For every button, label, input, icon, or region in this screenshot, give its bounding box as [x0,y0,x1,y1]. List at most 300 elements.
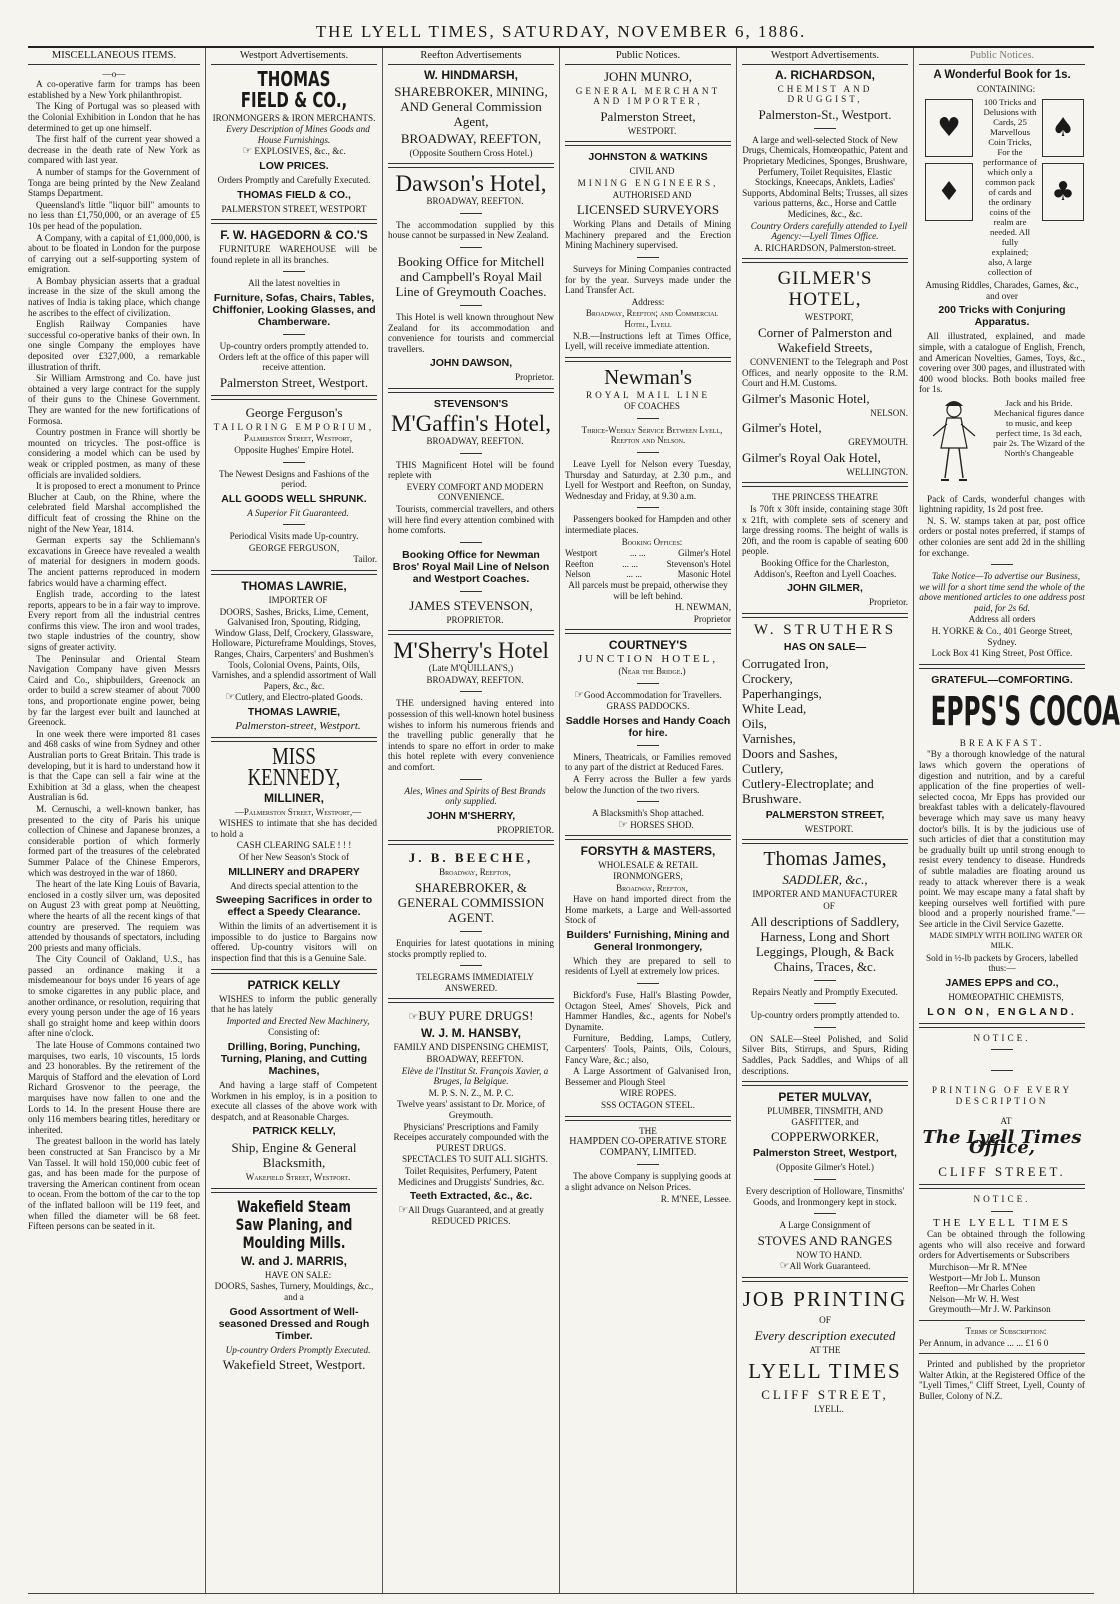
ad-text: IRONMONGERS & IRON MERCHANTS. [212,112,376,123]
agents-list [919,1262,1085,1315]
ad-text: Address all orders [968,614,1036,625]
ad-title: W. HINDMARSH, [424,67,518,82]
leader-dots: ... ... [622,558,638,569]
ad-text: PATRICK KELLY, [252,1125,336,1138]
ad-text: Leave Lyell for Nelson every Tuesday, Thursday and Saturday, at 2.30 p.m., and Lyell for Westport and Reefton, on Sunday, Wednesday and Friday, at 9.30 a.m. [565,459,731,501]
ad-text: W. J. M. HANSBY, [420,1026,521,1041]
ad-text: FAMILY AND DISPENSING CHEMIST, [393,1042,549,1053]
ad-title: Thomas James, [763,848,887,871]
divider [919,664,1085,669]
ad-text: Is 70ft x 30ft inside, containing stage 30ft x 21ft, with complete sets of scenery and large dressing rooms. The height of walls is 20ft, and the room is capable of seating 600 people. [742,504,908,557]
ad-text: GRASS PADDOCKS. [606,701,690,712]
ad-title: Newman's [604,364,692,389]
divider [919,1023,1085,1028]
divider [460,305,482,306]
ad-text: IMPORTER OF [268,595,328,606]
ad-title: PETER MULVAY, [778,1090,872,1105]
ad-title: George Ferguson's [245,404,343,420]
ad-text: Pack of Cards, wonderful changes with lightning rapidity, 1s 2d post free. [919,493,1085,515]
divider [460,591,482,592]
ad-text: AT THE [809,1344,841,1355]
news-item: M. Cernuschi, a well-known banker, has presented to the city of Paris his unique collection of Chinese and Japanese bronzes, a considerable portion of which formerly formed part of the treasures of the celebrated Summer Palace of the Chinese Emperors, which was destroyed in the war of 1860. [28,803,200,878]
news-item: Queensland's little "liquor bill" amounts to no less than £1,750,000, or an average of £5 10s per head of the population. [28,199,200,231]
ad-text: R. M'NEE, Lessee. [660,1193,731,1204]
ad-text: Tourists, commercial travellers, and others will here find every attention combined with home comforts. [388,503,554,536]
ad-text: Every description of Holloware, Tinsmiths' Goods, and Ironmongery kept in stock. [745,1185,905,1207]
ad-text: Broadway, Reefton, [616,882,688,893]
ad-text: All parcels must be prepaid, otherwise they will be left behind. [568,580,728,601]
ad-text: LYELL TIMES [748,1359,902,1384]
ad-text: Passengers booked for Hampden and other intermediate places. [565,514,731,536]
ad-text: CHEMIST AND DRUGGIST, [777,83,873,105]
divider [637,452,659,453]
ad-text: LICENSED SURVEYORS [576,202,720,218]
dancing-figure-icon [919,398,989,488]
ad-text: LOW PRICES. [259,159,329,172]
ad-text: The Lyell Times Office, [922,1126,1082,1159]
ad-text: Consisting of: [268,1027,320,1038]
news-item: A number of stamps for the Government of Tonga are being printed by the New Zealand Stamps Department. [28,166,200,199]
ad-text: STEVENSON'S [433,397,509,410]
divider [283,524,305,525]
sale-item: Cutlery-Electroplate; and Brushware. [742,775,874,806]
ad-text: Booking Office for Mitchell and Campbell's Royal Mail Line of Greymouth Coaches. [395,253,547,299]
ad-title: JOHNSTON & WATKINS [588,151,708,164]
divider [460,965,482,966]
ad-text: Amusing Riddles, Charades, Games, &c., and over [925,280,1079,301]
ad-text: HOMŒOPATHIC CHEMISTS, [948,991,1064,1002]
ad-text: Tailor. [353,554,377,565]
ad-text: WIRE ROPES. [619,1088,677,1099]
ad-text: Proprietor. [514,372,554,383]
ad-title: JOB PRINTING [742,1286,908,1311]
ad-text: THIS Magnificent Hotel will be found replete with [388,459,554,481]
office-town: Reefton [565,558,594,569]
sale-item: Oils, [742,715,767,731]
ad-text: Take Notice—To advertise our Business, we will for a short time send the whole of the above mentioned articles to one address post paid, for 2s 6d. [919,571,1085,613]
news-item: English Railway Companies have successful co-operative banks of their own. In one single Company the employes have deposited over £327,000, a remarkable illustration of thrift. [28,319,200,372]
column-heading: Reefton Advertisements [388,51,554,65]
news-item: It is proposed to erect a monument to Prince Blucher at Caub, on the Rhine, where the celebrated field Marshal accomplished the difficult feat of crossing the Rhine on the night of the New Year, 1814. [28,481,200,534]
ad-text: (Near the Bridge.) [618,665,686,676]
divider [919,1320,1085,1321]
divider [637,418,659,419]
ad-title: PATRICK KELLY [247,977,341,992]
ad-text: Saddle Horses and Handy Coach for hire. [565,714,731,739]
ad-text: A large and well-selected Stock of New Drugs, Chemicals, Homœopathic, Patent and Proprietary Medicines, Sponges, Brushware, Perfumery, Toilet Requisites, Elastic Stockings, Kneecaps, Anklets, Ladies' Supports, Abdominal Belts; Trusses, all sizes various patterns, &c., Horse and Cattle Medicines, &c., &c. [742,134,908,219]
pointing-hand-icon: ☞ [398,1203,409,1217]
sale-item: Cutlery, [742,760,784,776]
ad-text: Gilmer's Hotel, [742,420,822,436]
ad-text: Within the limits of an advertisement it is impossible to do justice to Bargains now offered. Up-country visitors will on inspection find that this is a Genuine Sale. [211,921,377,963]
divider [211,395,377,400]
column-westport-ads [205,48,382,1593]
ad-text: Furniture, Sofas, Chairs, Tables, Chiffonier, Looking Glasses, and Chamberware. [212,291,376,328]
ad-text: MILLINER, [264,790,324,805]
ad-text: GEORGE FERGUSON, [248,542,340,553]
ad-text: Palmerston-St., Westport. [758,106,892,122]
ad-text: Bickford's Fuse, Hall's Blasting Powder, Octagon Steel, Ames' Shovels, Pick and Hammer Handles, &c., agents for Nobel's Dynamite. [565,990,731,1032]
ad-text: GENERAL MERCHANT AND IMPORTER, [575,85,721,107]
ad-text: Gilmer's Masonic Hotel, [742,390,870,406]
ad-text: WESTPORT, [804,312,854,323]
ad-text: NOW TO HAND. [796,1249,862,1260]
news-item: The City Council of Oakland, U.S., has passed an ordinance making it a misdemeanour for boys under 16 years of age to smoke cigarettes in any public place, and another ordinance, or resolution, requiring that every young person under the age of 16 years shall go straight home and keep within doors after nine o'clock. [28,954,200,1039]
booking-offices [565,548,731,580]
ad-text: Up-country Orders Promptly Executed. [225,1344,371,1355]
ad-title: THOMAS LAWRIE, [241,579,347,594]
divider [814,980,836,981]
ad-text: Proprietor [693,613,731,624]
ad-text: Physicians' Prescriptions and Family Receipes accurately compounded with the PUREST DRUGS. [393,1121,549,1153]
column-heading: Westport Advertisements. [211,51,377,65]
divider [637,507,659,508]
ad-title: F. W. HAGEDORN & CO.'S [220,228,368,243]
ad-text: W. and J. MARRIS, [240,1253,347,1268]
ad-title: GILMER'S HOTEL, [777,268,873,311]
divider [814,1027,836,1028]
news-item: A Company, with a capital of £1,000,000, is about to be floated in London for the purpose of carrying out a self-supporting system of emigration. [28,232,200,275]
ad-title: JOHN MUNRO, [603,68,693,84]
ad-text: THE undersigned having entered into possession of this well-known hotel business wishes to inform his numerous friends and the travelling public generally that he intends to spare no effort in order to make this hotel replete with every convenience and comfort. [388,698,554,773]
ad-title: THOMAS FIELD & CO., [240,66,348,112]
pointing-hand-icon: ☞ [225,690,236,704]
divider [814,128,836,129]
divider [211,219,377,224]
divider [388,388,554,393]
ad-text: Jack and his Bride. Mechanical figures dance to music, and keep perfect time, 1s 3d each, pair 2s. The Wizard of the North's Changeable [993,397,1085,458]
divider [565,1116,731,1121]
ad-text: Country Orders carefully attended to Lyell Agency:—Lyell Times Office. [750,220,908,242]
ad-text: Ship, Engine & General Blacksmith, [231,1140,357,1171]
news-item: The late House of Commons contained two marquises, two earls, 10 viscounts, 15 lords and 23 honorables. By the retirement of the Marquis of Stafford and the elevation of Lord Richard Grosvenor to the peerage, the marquises have now fallen to one and the Lords to 14. In the present House there are only 116 members bearing titles, hereditary or inherited. [28,1040,200,1135]
agent-entry: Greymouth—Mr J. W. Parkinson [929,1304,1051,1315]
ad-text: Of her New Season's Stock of [238,851,350,862]
divider [637,801,659,802]
ad-text: The accommodation supplied by this house cannot be surpassed in New Zealand. [388,219,554,241]
ad-text: OF [819,1314,831,1325]
ad-title: BUY PURE DRUGS! [418,1008,534,1024]
ad-text: Palmerston-street, Westport. [235,720,361,732]
divider [637,983,659,984]
ad-text: HAS ON SALE— [783,640,867,653]
ad-text: Wakefield Street, Westport. [222,1357,366,1373]
ad-text: PROPRIETOR. [446,614,504,625]
divider [814,1179,836,1180]
ad-text: TELEGRAMS IMMEDIATELY ANSWERED. [416,972,534,993]
divider [211,737,377,742]
ad-title: M'Gaffin's Hotel, [391,410,551,436]
ad-text: Corner of Palmerston and Wakefield Streets, [758,324,892,355]
ad-text: WISHES to intimate that she has decided to hold a [211,818,377,839]
sale-item: Paperhangings, [742,685,822,701]
divider [991,1211,1013,1212]
ad-text: Toilet Requisites, Perfumery, Patent Medicines and Druggists' Sundries, &c. [397,1165,545,1187]
divider [742,839,908,844]
divider [565,629,731,634]
ad-text: PALMERSTON STREET, [765,808,885,821]
ad-text: OF [823,901,835,911]
divider [742,1277,908,1282]
ad-text: BROADWAY, REEFTON. [426,674,524,685]
ad-text: Twelve years' assistant to Dr. Morice, of Greymouth. [397,1099,545,1120]
ornament: —o— [102,68,126,79]
divider [388,998,554,1003]
sale-item: Varnishes, [742,730,796,746]
ad-text: JUNCTION HOTEL, [577,653,719,666]
ad-title: A Wonderful Book for 1s. [933,68,1071,81]
ad-text: Surveys for Mining Companies contracted for by the year. Surveys made under the Land Transfer Act. [565,263,731,296]
office-hotel: Gilmer's Hotel [678,548,731,559]
ad-text: CONTAINING: [976,83,1036,94]
ad-text: IMPORTER AND MANUFACTURER [752,889,898,900]
ad-text: "By a thorough knowledge of the natural laws which govern the operations of digestion and nutrition, and by a careful application of the fine properties of well-selected cocoa, Mr Epps has provided our breakfast tables with a delicately-flavoured beverage which may save us many heavy doctor's bills. It is by the judicious use of such articles of diet that a constitution may be gradually built up until strong enough to resist every tendency to disease. Hundreds of subtle maladies are floating around us ready to attack wherever there is a weak point. We may escape many a fatal shaft by keeping ourselves well fortified with pure blood and a properly nourished frame."—See article in the Civil Service Gazette. [919,749,1085,929]
ad-text: GREYMOUTH. [848,437,908,448]
ad-text: NOTICE. [973,1194,1031,1205]
divider [637,683,659,684]
office-hotel: Masonic Hotel [677,569,731,580]
ad-text: Booking Office for Newman Bros' Royal Mail Line of Nelson and Westport Coaches. [392,548,550,585]
ad-text: AUTHORISED AND [612,189,692,200]
ad-text: SHAREBROKER, MINING, AND General Commission Agent, [394,83,548,129]
ad-text: All descriptions of Saddlery, Harness, Long and Short Leggings, Plough, & Back Chains, Traces, &c. [750,913,900,974]
news-item: In one week there were imported 81 cases and 468 casks of wine from Sydney and other Australian ports to Great Britain. This trade is developing, but it is hard to understand how it is that the Cape can sell a fair wine at the Exhibition at 3d a glass, when the cheapest Australian is 6d. [28,728,200,803]
ad-text: Repairs Neatly and Promptly Executed. [752,986,898,997]
ad-title: EPPS'S COCOA [930,688,1120,735]
ad-text: 100 Tricks and Delusions with Cards, 25 Marvellous Coin Tricks, For the performance of which only a common pack of cards and the ordinary coins of the realm are needed. All fully explained; also, A large collection of [983,97,1037,278]
divider [565,357,731,362]
column-public-notices [559,48,736,1593]
ad-text: HAVE ON SALE: [264,1269,332,1280]
pointing-hand-icon: ☞ [408,1010,419,1024]
ad-text: A Large Assortment of Galvanised Iron, Bessemer and Plough Steel [565,1066,731,1087]
column-heading: Public Notices. [565,51,731,65]
ad-text: NOTICE. [973,1032,1031,1043]
ad-title: M'Sherry's Hotel [393,638,549,664]
ad-text: BROADWAY, REEFTON. [426,435,524,446]
divider [565,835,731,840]
ad-text: NELSON. [870,407,908,418]
ad-text: Palmerston Street, [600,108,696,124]
ad-title: Wakefield Steam Saw Planing, and Moulding Mills. [235,1196,353,1252]
sale-item: Corrugated Iron, [742,655,829,671]
column-westport-ads-2 [736,48,913,1593]
ad-title: J. B. BEECHE, [408,850,534,866]
ad-text: Periodical Visits made Up-country. [229,531,359,542]
column-heading: Public Notices. [919,51,1085,65]
ad-text: N.B.—Instructions left at Times Office, Lyell, will receive immediate attention. [565,330,731,352]
news-item: English trade, according to the latest reports, appears to be in a fair way to improve. Every report from all the industrial centres confirms this view. The iron and wool trades, two staple industries of the country, show signs of greater activity. [28,589,200,653]
diamond-card-icon: ♦ [925,163,973,221]
masthead: THE LYELL TIMES, SATURDAY, NOVEMBER 6, 1886. [28,18,1094,48]
ad-text: MINING ENGINEERS, [577,177,719,188]
ad-text: (Opposite Gilmer's Hotel.) [776,1162,874,1173]
ad-text: Can be obtained through the following agents who will also receive and forward orders for Advertisements or Subscribers [919,1229,1085,1261]
ad-text: BROADWAY, REEFTON, [400,130,542,146]
ad-text: PROPRIETOR. [496,824,554,835]
ad-text: Printed and published by the proprietor Walter Atkin, at the Registered Office of the "Lyell Times," Cliff Street, Lyell, County of Buller, Colony of N.Z. [919,1359,1085,1401]
ad-text: DOORS, Sashes, Bricks, Lime, Cement, Galvanised Iron, Spouting, Ridging, Window Glass, Delf, Crockery, Glassware, Holloware, Pictureframe Mouldings, Stoves, Ranges, Chairs, Carpenters' and Bushmen's Tools, Colonial Ovens, Paints, Oils, Varnishes, and a splendid assortment of Wall Papers, &c., &c. [211,606,377,691]
ad-text: This Hotel is well known throughout New Zealand for its accommodation and convenience for tourists and commercial travellers. [388,311,554,354]
ad-text: Booking Office for the Charleston, Addison's, Reefton and Lyell Coaches. [753,558,897,579]
ad-text: DOORS, Sashes, Turnery, Mouldings, &c., and a [214,1281,374,1303]
divider [460,779,482,780]
spade-card-icon: ♠ [1042,99,1084,157]
ad-text: Teeth Extracted, &c., &c. [409,1190,533,1203]
ad-text: And directs special attention to the [230,880,358,891]
divider [814,1003,836,1004]
ad-text: (Late M'QUILLAN'S,) [428,663,514,674]
divider [460,931,482,932]
ad-text: PRINTING OF EVERY DESCRIPTION [931,1085,1073,1106]
ad-text: Furniture, Bedding, Lamps, Cutlery, Carpenters' Tools, Paints, Oils, Colours, Fancy Ware, &c.; also, [565,1033,731,1065]
columns [28,48,1120,1594]
divider [919,1353,1085,1354]
ad-text: Enquiries for latest quotations in mining stocks promptly replied to. [388,938,554,959]
ad-text: Sweeping Sacrifices in order to effect a Speedy Clearance. [215,894,373,919]
struthers-items [742,656,908,806]
news-item: The King of Portugal was so pleased with the Colonial Exhibition in London that he has determined to get up one himself. [28,101,200,133]
ad-text: WHOLESALE & RETAIL IRONMONGERS, [598,860,698,881]
news-item: Country postmen in France will shortly be mounted on tricycles. The post-office is considering a model which can be used by weak or crippled postmen, as many of these officials are invalided soldiers. [28,427,200,480]
pointing-hand-icon: ☞ [574,687,585,701]
ad-text: AT [1000,1116,1012,1127]
ad-text: Wakefield Street, Westport. [245,1172,351,1183]
ad-text: Address: [631,296,665,307]
column-heading: MISCELLANEOUS ITEMS. [28,51,200,65]
ad-text: SHAREBROKER, & GENERAL COMMISSION AGENT. [397,880,545,925]
ad-text: Builders' Furnishing, Mining and General Ironmongery, [566,928,730,953]
ad-text: Gilmer's Royal Oak Hotel, [742,449,881,465]
ad-text: All illustrated, explained, and made simple, with a catalogue of English, French, and American Novelties, Games, Toys, &c., covering over 300 pages, and illustrated with 400 wood blocks. Both books mailed free for 1s. [919,331,1085,395]
ad-text: EVERY COMFORT AND MODERN CONVENIENCE. [406,481,544,503]
ad-title: COURTNEY'S [608,638,688,653]
column-heading: Westport Advertisements. [742,51,908,65]
ad-text: CLIFF STREET, [761,1387,889,1403]
ad-text: Palmerston Street, Westport, [753,1147,897,1160]
ad-text: PLUMBER, TINSMITH, AND GASFITTER, and [767,1106,883,1127]
ad-title: THE PRINCESS THEATRE [771,492,878,503]
ad-text: H. NEWMAN, [675,602,731,613]
misc-items [28,79,200,1232]
ad-text: Good Accommodation for Travellers. [584,689,722,700]
ad-text: Lock Box 41 King Street, Post Office. [931,648,1073,659]
ad-text: Palmerston Street, Westport. [219,374,369,390]
ad-text: Up-country orders promptly attended to. Orders left at the office of this paper will receive attention. [218,340,370,373]
news-item: A co-operative farm for tramps has been established by a New York philanthropist. [28,79,200,100]
news-item: The Peninsular and Oriental Steam Navigation Company have given Messrs Caird and Co., shipbuilders, Greenock an order to build a screw steamer of about 7000 tons, and proportionate engine power, being by far the largest ever built and launched at Greenock. [28,653,200,728]
ad-text: WELLINGTON. [846,466,908,477]
ad-text: Good Assortment of Well-seasoned Dressed and Rough Timber. [218,1305,370,1342]
ad-text: Ales, Wines and Spirits of Best Brands only supplied. [404,785,546,807]
ad-text: LYELL. [814,1404,844,1415]
ad-text: ROYAL MAIL LINE [586,389,710,400]
divider [283,271,305,272]
ad-text: EXPLOSIVES, &c., &c. [254,146,346,157]
ad-text: TAILORING EMPORIUM, [213,421,375,432]
ad-text: BROADWAY, REEFTON. [426,196,524,207]
divider [742,258,908,263]
ad-text: All Drugs Guaranteed, and at greatly REDUCED PRICES. [408,1205,544,1226]
ad-text: A Superior Fit Guaranteed. [247,507,349,518]
ad-text: All Work Guaranteed. [789,1261,871,1272]
booking-office-row [565,548,731,559]
divider [283,334,305,335]
divider [460,213,482,214]
booking-office-row [565,569,731,580]
ad-text: Sold in ½-lb packets by Grocers, labelled thus:— [925,952,1079,974]
divider [388,630,554,635]
ad-text: CONVENIENT to the Telegraph and Post Offices, and nearly opposite to the R.M. Court and H.M. Customs. [742,356,908,389]
ad-text: Per Annum, in advance ... ... £1 6 0 [919,1337,1049,1348]
ad-title: W. STRUTHERS [753,621,897,638]
leader-dots: ... ... [629,548,646,559]
ad-text: A Blacksmith's Shop attached. [592,808,704,819]
news-item: The greatest balloon in the world has lately been constructed at San Francisco by a Mr Van Tassel. It will hold 150,000 cubic feet of gas, and has been made for the purpose of traversing the American continent from ocean to ocean. From the bottom of the car to the top of the inflated balloon will be 119 feet, and when filled the diameter will be 68 feet. Fifteen persons can be seated in it. [28,1136,200,1232]
pointing-hand-icon: ☞ [618,817,629,831]
ad-text: Orders Promptly and Carefully Executed. [217,174,371,185]
ad-text: THE [639,1125,657,1136]
ad-text: Cutlery, and Electro-plated Goods. [235,692,363,703]
ad-text: Up-country orders promptly attended to. [750,1010,900,1021]
office-town: Nelson [565,569,591,580]
ad-title: A. RICHARDSON, [774,67,875,82]
ad-text: Terms of Subscription: [965,1326,1047,1336]
news-item: The first half of the current year showed a decrease in the death rate of New York as compared with last year. [28,134,200,166]
ad-text: Palmerston Street, Westport, [243,433,353,444]
ad-text: Thrice-Weekly Service Between Lyell, Reefton and Nelson. [581,424,723,446]
office-town: Westport [565,548,598,559]
ad-text: HORSES SHOD. [630,819,694,830]
ad-text: A Ferry across the Buller a few yards below the Junction of the two rivers. [565,773,731,795]
divider [460,453,482,454]
ad-text: Which they are prepared to sell to residents of Lyell at extremely low prices. [565,955,731,977]
ad-title: HAMPDEN CO-OPERATIVE STORE COMPANY, LIMITED. [569,1136,727,1158]
ad-text: —Palmerston Street, Westport,— [234,806,362,817]
ad-text: WESTPORT. [627,125,677,136]
ad-text: Booking Offices: [621,536,683,547]
ad-text: WESTPORT. [804,823,854,834]
ad-text: COPPERWORKER, [771,1129,879,1145]
sale-item: Crockery, [742,670,793,686]
agent-entry: Murchison—Mr R. M'Nee [929,1262,1027,1273]
pointing-hand-icon: ☞ [242,144,253,158]
divider [742,1081,908,1086]
ad-text: FURNITURE WAREHOUSE will be found replete in all its branches. [211,244,377,265]
ad-text: MILLINERY and DRAPERY [228,865,360,878]
column-reefton-ads [382,48,559,1593]
ad-text: H. YORKE & Co., 401 George Street, Sydney. [931,626,1073,647]
divider [637,745,659,746]
ad-text: Opposite Hughes' Empire Hotel. [234,444,354,455]
sale-item: White Lead, [742,700,807,716]
news-item: The heart of the late King Louis of Bavaria, enclosed in a costly silver urn, was deposited on August 23 with great pomp at Neuötting, where the hearts of all the recent kings of that country are preserved. The requiem was attended by thousands of spectators, including 200 priests and many officials. [28,879,200,953]
ad-text: SSS OCTAGON STEEL. [601,1100,695,1110]
ad-text: Miners, Theatricals, or Families removed to any part of the district at Reduced Fares. [565,751,731,773]
divider [460,542,482,543]
divider [637,1164,659,1165]
ad-title: THE LYELL TIMES [933,1216,1071,1229]
sale-item: Doors and Sashes, [742,745,838,761]
divider [919,1184,1085,1189]
divider [637,257,659,258]
ad-text: Elève de l'Institut St. François Xavier, a Bruges, la Belgique. [401,1065,549,1087]
divider [742,613,908,618]
ad-text: OF COACHES [624,401,680,412]
divider [388,840,554,845]
agent-entry: Westport—Mr Job L. Munson [929,1272,1041,1283]
ad-text: 200 Tricks with Conjuring Apparatus. [938,304,1066,329]
